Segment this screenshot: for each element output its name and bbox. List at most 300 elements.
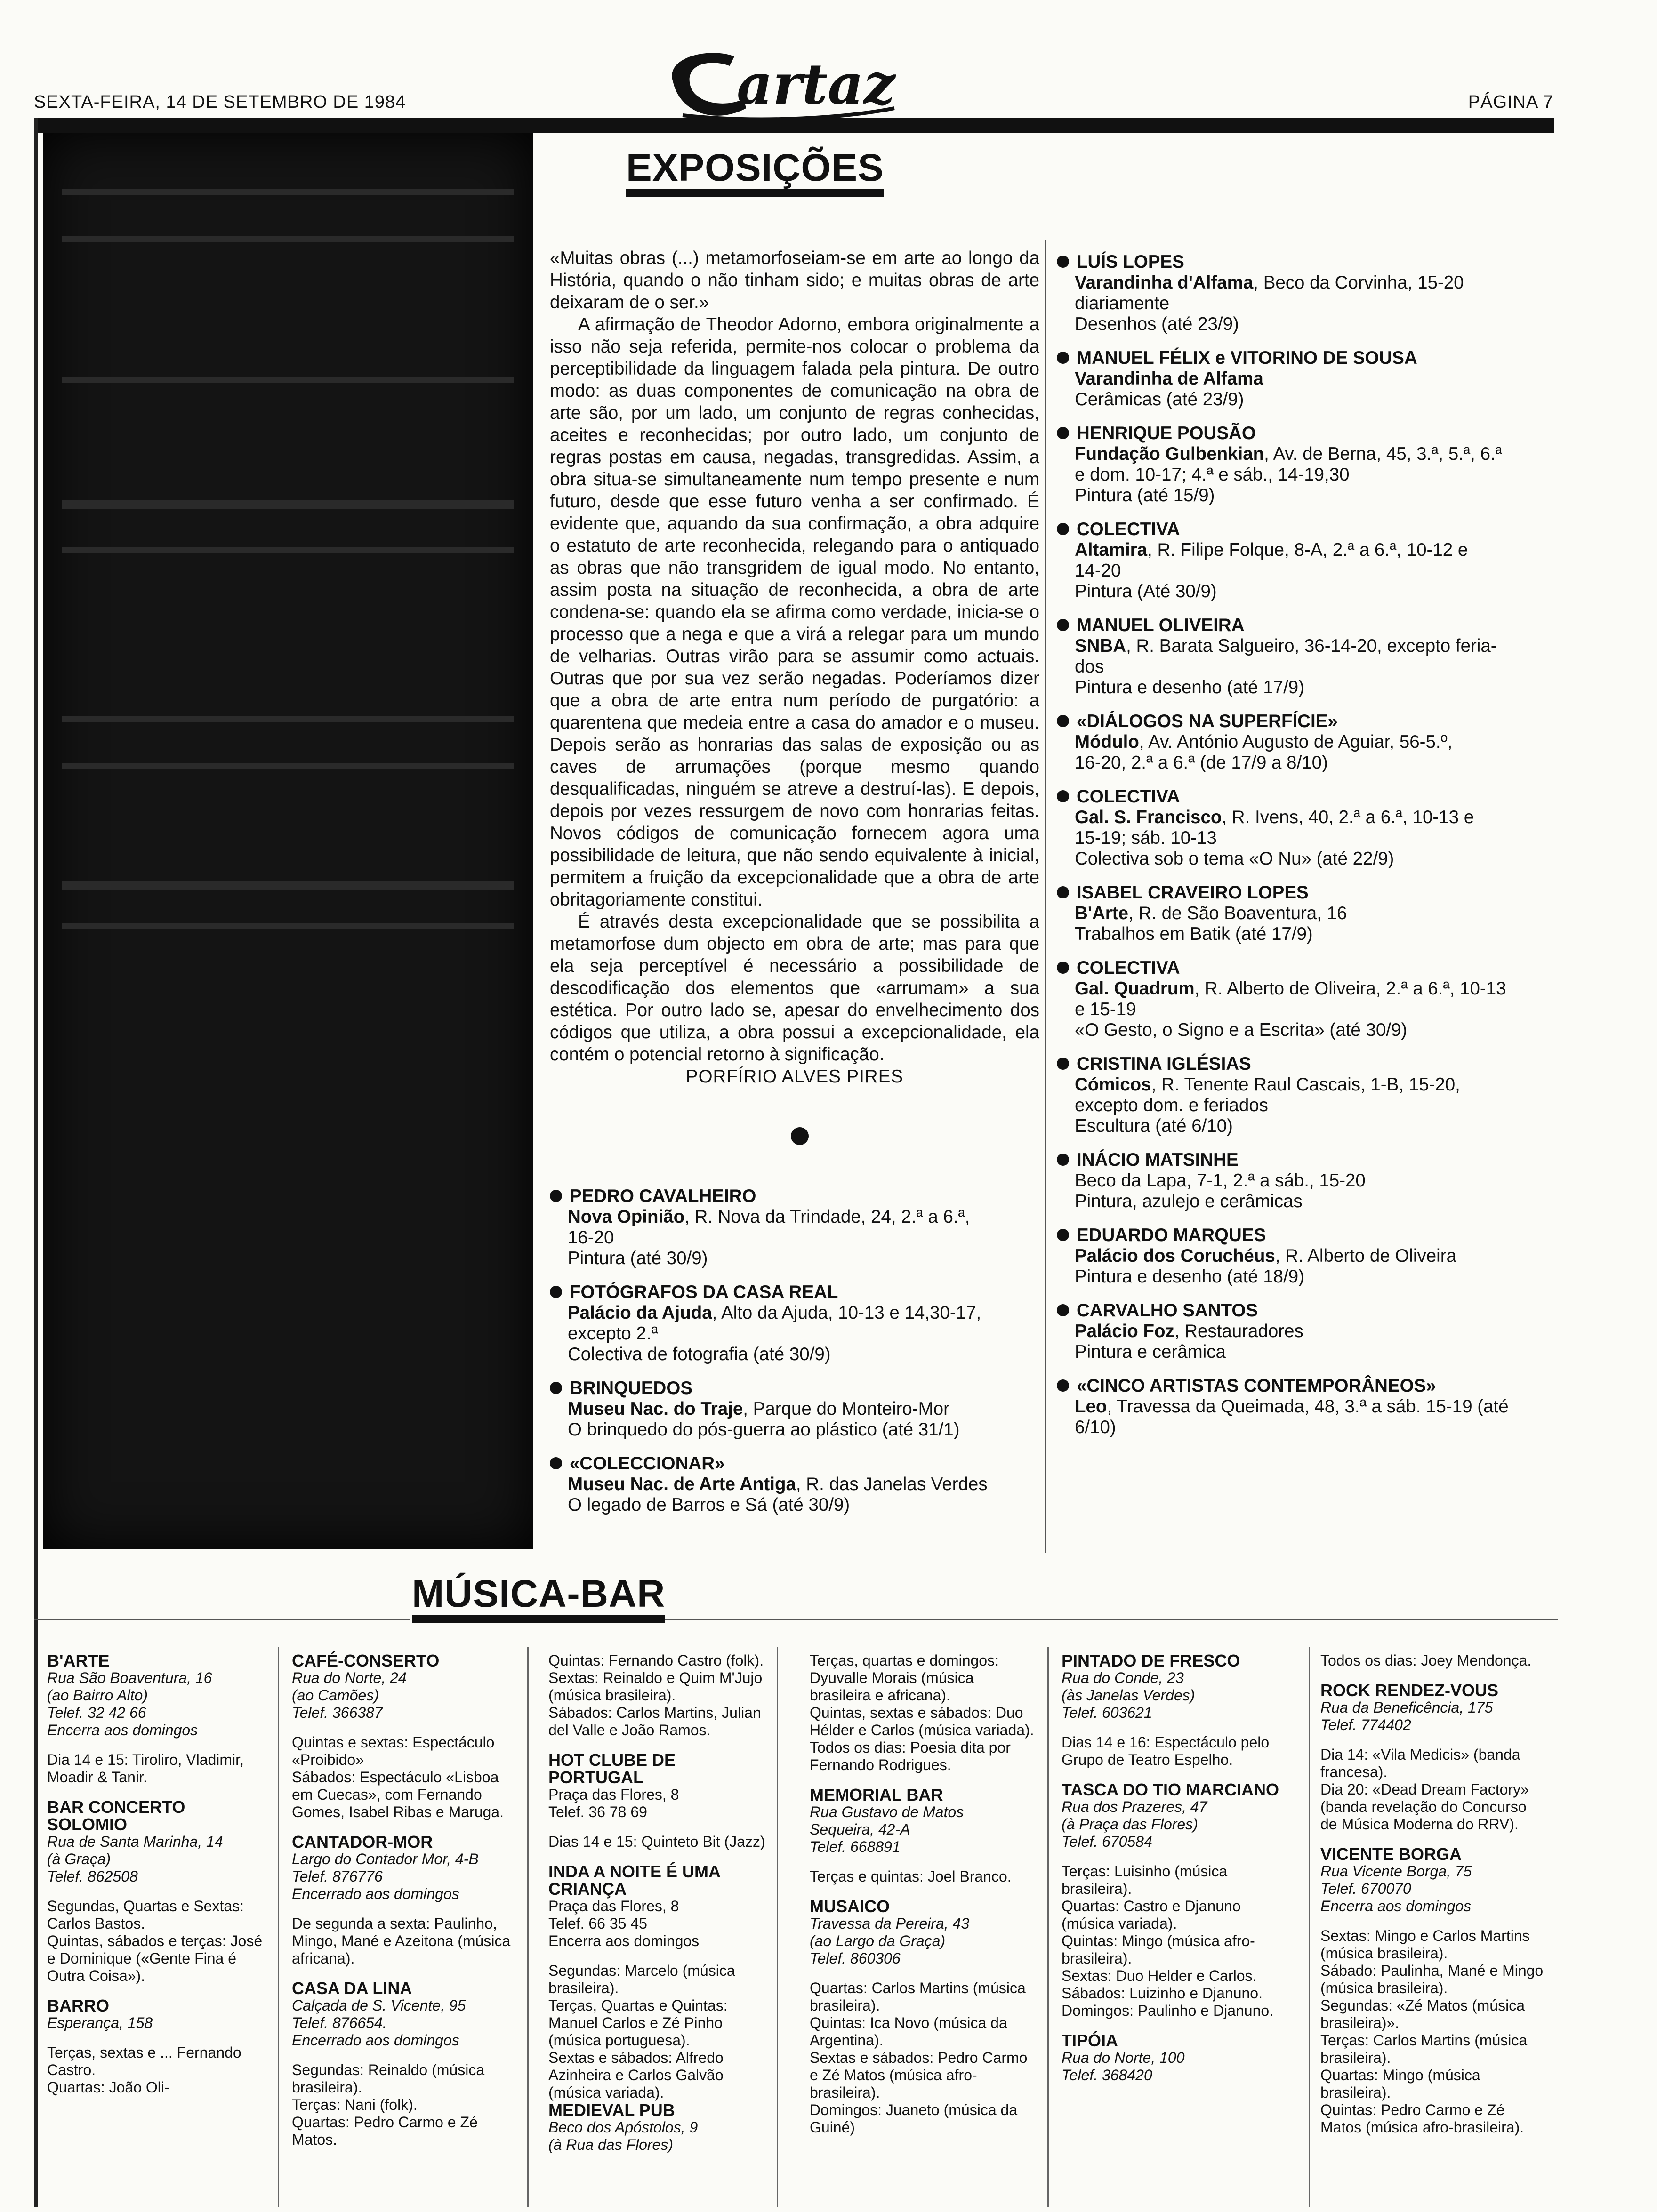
exhibition-artist-text: INÁCIO MATSINHE: [1077, 1150, 1239, 1170]
bar-schedule: De segunda a sexta: Paulinho, Mingo, Mané e Azeitona (música africana).: [292, 1915, 511, 1967]
column-divider: [527, 1647, 529, 2207]
bar-address: Encerrado aos domingos: [292, 1885, 459, 1902]
exhibition-venue: Palácio Foz: [1075, 1321, 1174, 1341]
bar-address: Encerrado aos domingos: [292, 2032, 459, 2049]
bar-schedule: Quartas: Castro e Djanuno (música variada).: [1062, 1898, 1241, 1932]
bar-schedule: Quintas, sábados e terças: José e Dominique («Gente Fina é Outra Coisa»).: [47, 1932, 263, 1984]
exhibition-detail-text: , R. Nova da Trindade, 24, 2.ª a 6.ª,: [684, 1207, 970, 1227]
bar-address: Rua do Norte, 24: [292, 1669, 407, 1686]
bar-name: BAR CONCERTO SOLOMIO: [47, 1797, 185, 1834]
bullet-icon: [1057, 1058, 1069, 1070]
exhibition-listing: [550, 1282, 1044, 1365]
exhibition-listing: [1057, 1150, 1556, 1212]
exhibition-detail-text: , Alto da Ajuda, 10-13 e 14,30-17,: [712, 1303, 981, 1323]
spacer: [47, 1985, 268, 1997]
exhibition-artist: [1057, 615, 1556, 636]
svg-text:artaz: artaz: [737, 51, 895, 117]
bar-schedule: Quintas: Pedro Carmo e Zé Matos (música afro-brasileira).: [1320, 2101, 1524, 2136]
exhibition-venue: Fundação Gulbenkian: [1075, 444, 1264, 464]
bar-address: Rua dos Prazeres, 47: [1062, 1798, 1207, 1815]
exhibition-detail-text: Desenhos (até 23/9): [1075, 314, 1239, 334]
exhibition-listing: [1057, 786, 1556, 869]
exhibition-detail: [1057, 1321, 1556, 1342]
exhibition-detail-text: , Beco da Corvinha, 15-20: [1253, 272, 1464, 293]
spacer: [292, 1722, 518, 1734]
exhibition-venue: Leo: [1075, 1396, 1107, 1417]
exhibition-detail: [1057, 293, 1556, 314]
bar-schedule: Sábados: Espectáculo «Lisboa em Cuecas», com Fernando Gomes, Isabel Ribas e Maruga.: [292, 1769, 504, 1820]
exhibition-detail: [1057, 561, 1556, 581]
exhibition-detail: [1057, 1246, 1556, 1266]
exhibition-venue: B'Arte: [1075, 903, 1128, 923]
bar-address: Telef. 670070: [1320, 1880, 1411, 1897]
exhibition-detail: [1057, 1396, 1556, 1417]
bar-name: MEDIEVAL PUB: [548, 2100, 675, 2120]
exhibition-detail-text: O legado de Barros e Sá (até 30/9): [568, 1495, 850, 1515]
exhibition-artist-text: «COLECCIONAR»: [570, 1453, 725, 1474]
bullet-icon: [1057, 790, 1069, 802]
exhibition-venue: Museu Nac. de Arte Antiga: [568, 1474, 796, 1494]
exhibition-listing: [1057, 615, 1556, 698]
exhibition-detail-text: excepto dom. e feriados: [1075, 1095, 1268, 1115]
exhibition-detail-text: e 15-19: [1075, 999, 1136, 1019]
exhibition-artist-text: ISABEL CRAVEIRO LOPES: [1077, 882, 1309, 903]
bar-schedule: Segundas: «Zé Matos (música brasileira)».: [1320, 1997, 1525, 2031]
bar-name: CANTADOR-MOR: [292, 1832, 433, 1851]
exhibition-detail-text: Pintura (Até 30/9): [1075, 581, 1217, 601]
bar-schedule: Sábados: Carlos Martins, Julian del Valle e João Ramos.: [548, 1704, 761, 1739]
exhibition-listing: [1057, 1376, 1556, 1438]
spacer: [1320, 1833, 1546, 1845]
exhibition-detail: [1057, 753, 1556, 773]
bar-schedule: Todos os dias: Joey Mendonça.: [1320, 1652, 1532, 1669]
bar-schedule: Quintas: Ica Novo (música da Argentina).: [810, 2014, 1007, 2049]
spacer: [47, 1739, 268, 1751]
spacer: [1062, 1769, 1297, 1781]
issue-date: SEXTA-FEIRA, 14 DE SETEMBRO DE 1984: [34, 92, 406, 112]
exhibition-detail: [1057, 903, 1556, 924]
bar-name: CAFÉ-CONSERTO: [292, 1651, 440, 1670]
exhibition-detail-text: Cerâmicas (até 23/9): [1075, 389, 1244, 409]
spacer: [1320, 1915, 1546, 1927]
exhibition-detail-text: , R. Tenente Raul Cascais, 1-B, 15-20,: [1151, 1074, 1460, 1095]
exhibition-artist-text: COLECTIVA: [1077, 519, 1180, 539]
exhibition-artist: [1057, 958, 1556, 978]
bar-address: (ao Largo da Graça): [810, 1932, 946, 1949]
exhibition-detail: [550, 1495, 1044, 1515]
cartaz-logo: [654, 38, 909, 127]
exhibition-detail-text: Pintura (até 30/9): [568, 1248, 708, 1268]
bar-schedule: Quartas: Pedro Carmo e Zé Matos.: [292, 2114, 478, 2148]
exhibition-detail: [550, 1248, 1044, 1269]
bullet-icon: [1057, 715, 1069, 727]
bar-name: CASA DA LINA: [292, 1979, 412, 1998]
exposicoes-title: [626, 146, 884, 190]
exhibition-detail-text: 15-19; sáb. 10-13: [1075, 828, 1217, 848]
separator-dot: [791, 1127, 809, 1145]
exhibition-artist-text: BRINQUEDOS: [570, 1378, 692, 1398]
bar-name: MUSAICO: [810, 1897, 890, 1916]
exhibition-artist-text: HENRIQUE POUSÃO: [1077, 423, 1256, 443]
exhibition-detail: [550, 1419, 1044, 1440]
bar-address: Beco dos Apóstolos, 9: [548, 2119, 698, 2136]
exhibition-artist: [550, 1186, 1044, 1207]
bar-address: Telef. 876654.: [292, 2014, 387, 2031]
spacer: [810, 1856, 1036, 1868]
exhibition-detail-text: , Restauradores: [1174, 1321, 1303, 1341]
exhibition-detail-text: , Parque do Monteiro-Mor: [743, 1399, 949, 1419]
bullet-icon: [1057, 886, 1069, 898]
left-listings: [550, 1186, 1044, 1529]
bar-address: (ao Bairro Alto): [47, 1687, 148, 1704]
bar-schedule: Terças, quartas e domingos: Dyuvalle Morais (música brasileira e africana).: [810, 1652, 999, 1704]
exhibition-detail-text: , R. de São Boaventura, 16: [1128, 903, 1347, 923]
bullet-icon: [1057, 352, 1069, 364]
exhibition-artist: [1057, 1054, 1556, 1074]
exhibition-detail-text: Pintura e cerâmica: [1075, 1342, 1226, 1362]
exhibition-listing: [1057, 711, 1556, 773]
spacer: [548, 1950, 770, 1962]
bar-name: TASCA DO TIO MARCIANO: [1062, 1780, 1279, 1799]
exhibition-detail: [1057, 849, 1556, 869]
bar-address: Telef. 774402: [1320, 1716, 1411, 1733]
exhibition-detail: [550, 1303, 1044, 1323]
title-underline: [412, 1615, 665, 1623]
bar-address: Encerra aos domingos: [47, 1722, 198, 1739]
exhibition-detail-text: , R. Ivens, 40, 2.ª a 6.ª, 10-13 e: [1222, 807, 1474, 827]
exhibition-detail: [1057, 444, 1556, 465]
exhibition-detail: [1057, 1191, 1556, 1212]
spacer: [810, 1967, 1036, 1980]
exhibition-detail-text: Colectiva de fotografia (até 30/9): [568, 1344, 831, 1364]
bar-name: VICENTE BORGA: [1320, 1844, 1462, 1864]
column-divider: [278, 1647, 279, 2207]
bar-name: MEMORIAL BAR: [810, 1785, 943, 1804]
exhibition-detail: [1057, 807, 1556, 828]
bar-address: Telef. 366387: [292, 1704, 383, 1721]
exhibition-venue: Cómicos: [1075, 1074, 1151, 1095]
bar-schedule: Quintas, sextas e sábados: Duo Hélder e Carlos (música variada).: [810, 1704, 1034, 1739]
exhibition-detail-text: , R. Filipe Folque, 8-A, 2.ª a 6.ª, 10-12 e: [1147, 540, 1468, 560]
exhibition-listing: [1057, 348, 1556, 410]
musicabar-column: [810, 1652, 1036, 2136]
exhibition-listing: [550, 1453, 1044, 1515]
bullet-icon: [1057, 256, 1069, 268]
bar-schedule: Sextas: Mingo e Carlos Martins (música brasileira).: [1320, 1927, 1530, 1962]
exhibition-listing: [1057, 882, 1556, 945]
bar-schedule: Domingos: Juaneto (música da Guiné): [810, 2101, 1018, 2136]
exhibition-detail: [1057, 1170, 1556, 1191]
bar-schedule: Sábados: Luizinho e Djanuno.: [1062, 1985, 1263, 2002]
bar-address: Calçada de S. Vicente, 95: [292, 1997, 466, 2014]
spacer: [1062, 2020, 1297, 2032]
bar-schedule: Todos os dias: Poesia dita por Fernando Rodrigues.: [810, 1739, 1011, 1773]
exhibition-venue: SNBA: [1075, 636, 1126, 656]
bar-schedule: Telef. 66 35 45: [548, 1915, 647, 1932]
musicabar-column: [548, 1652, 770, 2154]
exhibition-detail: [1057, 732, 1556, 753]
masthead-rule: [34, 118, 1554, 133]
exhibition-detail-text: Trabalhos em Batik (até 17/9): [1075, 924, 1313, 944]
bar-schedule: Terças, Quartas e Quintas: Manuel Carlos e Zé Pinho (música portuguesa).: [548, 1997, 728, 2049]
exhibition-detail-text: , R. Alberto de Oliveira, 2.ª a 6.ª, 10-13: [1194, 978, 1506, 999]
exhibition-listing: [1057, 519, 1556, 602]
bar-schedule: Terças e quintas: Joel Branco.: [810, 1868, 1012, 1885]
bar-schedule: Sextas: Reinaldo e Quim M'Jujo (música brasileira).: [548, 1669, 763, 1704]
bar-address: Esperança, 158: [47, 2014, 153, 2031]
exhibition-detail-text: , Av. António Augusto de Aguiar, 56-5.º,: [1139, 732, 1453, 752]
exposicoes-title-text: EXPOSIÇÕES: [626, 146, 884, 189]
essay-paragraph: É através desta excepcionalidade que se possibilita a metamorfose dum objecto em obra de arte; mas para que ela seja perceptível é necessário a possibilidade de descodificação dos elementos que «arrumam» a sua estética. Por outro lado se, apesar do envelhecimento dos códigos que utiliza, a obra possui a excepcionalidade, ela contém o potencial retorno à significação.: [550, 912, 1039, 1065]
musicabar-title: [412, 1572, 665, 1616]
spacer: [292, 1821, 518, 1833]
bar-schedule: Quartas: Mingo (música brasileira).: [1320, 2067, 1480, 2101]
right-listings: [1057, 252, 1556, 1451]
bar-address: (ao Camões): [292, 1687, 379, 1704]
dark-photo-area: [43, 133, 533, 1549]
exhibition-artist-text: PEDRO CAVALHEIRO: [570, 1186, 756, 1206]
column-divider: [1309, 1647, 1310, 2207]
bar-schedule: Dia 14: «Vila Medicis» (banda francesa).: [1320, 1746, 1520, 1780]
title-underline: [626, 189, 884, 197]
column-divider: [777, 1647, 778, 2207]
bullet-icon: [550, 1457, 562, 1469]
musicabar-column: [292, 1652, 518, 2148]
exhibition-detail-text: Pintura, azulejo e cerâmicas: [1075, 1191, 1303, 1211]
bar-schedule: Sextas: Duo Helder e Carlos.: [1062, 1967, 1257, 1984]
exhibition-artist: [1057, 1150, 1556, 1170]
bar-address: (à Graça): [47, 1851, 111, 1867]
bar-schedule: Terças: Luisinho (música brasileira).: [1062, 1863, 1228, 1897]
musicabar-column: [1062, 1652, 1297, 2084]
exhibition-detail: [550, 1207, 1044, 1227]
essay: [550, 247, 1039, 1088]
bar-schedule: Domingos: Paulinho e Djanuno.: [1062, 2002, 1274, 2019]
bar-address: Telef. 876776: [292, 1868, 383, 1885]
bar-name: ROCK RENDEZ-VOUS: [1320, 1681, 1499, 1700]
bar-schedule: Segundas: Reinaldo (música brasileira).: [292, 2061, 485, 2096]
bar-schedule: Praça das Flores, 8: [548, 1898, 679, 1915]
exhibition-detail-text: Pintura e desenho (até 17/9): [1075, 677, 1304, 697]
exhibition-detail-text: O brinquedo do pós-guerra ao plástico (até 31/1): [568, 1419, 960, 1440]
bar-schedule: Sextas e sábados: Alfredo Azinheira e Carlos Galvão (música variada).: [548, 2049, 724, 2101]
spacer: [810, 1774, 1036, 1786]
bullet-icon: [1057, 619, 1069, 631]
exhibition-detail: [1057, 1095, 1556, 1116]
bullet-icon: [1057, 1154, 1069, 1166]
exhibition-artist: [1057, 1225, 1556, 1246]
bar-name: HOT CLUBE DE PORTUGAL: [548, 1750, 676, 1787]
bar-address: Telef. 32 42 66: [47, 1704, 146, 1721]
spacer: [548, 1739, 770, 1751]
spacer: [47, 1786, 268, 1798]
bar-address: (à Praça das Flores): [1062, 1816, 1198, 1833]
bar-address: Rua do Norte, 100: [1062, 2049, 1185, 2066]
bar-address: Telef. 668891: [810, 1838, 901, 1855]
bar-address: Sequeira, 42-A: [810, 1821, 910, 1838]
exhibition-detail-text: excepto 2.ª: [568, 1323, 658, 1344]
spacer: [548, 1851, 770, 1863]
exhibition-detail: [1057, 657, 1556, 677]
exhibition-detail-text: Escultura (até 6/10): [1075, 1116, 1233, 1136]
exhibition-detail: [1057, 485, 1556, 506]
bar-name: TIPÓIA: [1062, 2031, 1118, 2050]
exhibition-detail: [1057, 581, 1556, 602]
exhibition-artist-text: MANUEL FÉLIX e VITORINO DE SOUSA: [1077, 348, 1417, 368]
musicabar-column: [1320, 1652, 1546, 2136]
bar-schedule: Dias 14 e 15: Quinteto Bit (Jazz): [548, 1833, 765, 1850]
exhibition-listing: [1057, 1300, 1556, 1362]
exhibition-listing: [1057, 423, 1556, 506]
bar-schedule: Quintas e sextas: Espectáculo «Proibido»: [292, 1734, 495, 1768]
bar-address: Largo do Contador Mor, 4-B: [292, 1851, 479, 1867]
exhibition-artist-text: COLECTIVA: [1077, 786, 1180, 807]
exhibition-detail-text: 6/10): [1075, 1417, 1116, 1437]
exhibition-listing: [550, 1378, 1044, 1440]
spacer: [292, 1903, 518, 1915]
essay-author: PORFÍRIO ALVES PIRES: [685, 1066, 904, 1087]
exhibition-detail: [550, 1344, 1044, 1365]
exhibition-detail-text: , Av. de Berna, 45, 3.ª, 5.ª, 6.ª: [1264, 444, 1502, 464]
bar-name: B'ARTE: [47, 1651, 110, 1670]
spacer: [292, 2049, 518, 2061]
exhibition-artist: [550, 1378, 1044, 1399]
exhibition-artist: [550, 1282, 1044, 1303]
exhibition-listing: [1057, 252, 1556, 335]
bullet-icon: [550, 1190, 562, 1202]
bar-schedule: Terças: Carlos Martins (música brasileira).: [1320, 2032, 1528, 2066]
exhibition-detail: [1057, 369, 1556, 389]
bar-schedule: Sextas e sábados: Pedro Carmo e Zé Matos (música afro-brasileira).: [810, 2049, 1028, 2101]
column-divider: [1047, 1647, 1049, 2207]
bar-schedule: Encerra aos domingos: [548, 1932, 700, 1949]
bullet-icon: [1057, 1304, 1069, 1316]
bar-name: PINTADO DE FRESCO: [1062, 1651, 1240, 1670]
exhibition-venue: Varandinha de Alfama: [1075, 369, 1263, 389]
musicabar-title-text: MÚSICA-BAR: [412, 1572, 666, 1615]
bar-address: (às Janelas Verdes): [1062, 1687, 1195, 1704]
exhibition-detail-text: e dom. 10-17; 4.ª e sáb., 14-19,30: [1075, 465, 1350, 485]
bar-address: Telef. 603621: [1062, 1704, 1152, 1721]
spacer: [1062, 1722, 1297, 1734]
exhibition-detail: [1057, 924, 1556, 945]
exhibition-venue: Museu Nac. do Traje: [568, 1399, 743, 1419]
bullet-icon: [1057, 962, 1069, 974]
musicabar-rule-right: [654, 1619, 1558, 1620]
column-divider: [1045, 240, 1046, 1553]
exhibition-artist-text: FOTÓGRAFOS DA CASA REAL: [570, 1282, 838, 1302]
spacer: [1320, 1734, 1546, 1746]
exhibition-detail-text: diariamente: [1075, 293, 1170, 313]
bullet-icon: [1057, 523, 1069, 535]
musicabar-column: [47, 1652, 268, 2096]
exhibition-artist: [1057, 786, 1556, 807]
bar-schedule: Dias 14 e 16: Espectáculo pelo Grupo de Teatro Espelho.: [1062, 1734, 1270, 1768]
exhibition-detail: [1057, 1342, 1556, 1362]
bar-address: Rua Gustavo de Matos: [810, 1803, 964, 1820]
exhibition-detail: [1057, 272, 1556, 293]
bar-schedule: Dia 20: «Dead Dream Factory» (banda revelação do Concurso de Música Moderna do RRV).: [1320, 1781, 1529, 1833]
exhibition-detail-text: «O Gesto, o Signo e a Escrita» (até 30/9): [1075, 1020, 1408, 1040]
bullet-icon: [1057, 427, 1069, 439]
bar-address: Rua de Santa Marinha, 14: [47, 1833, 223, 1850]
bar-address: Telef. 862508: [47, 1868, 138, 1885]
bar-schedule: Dia 14 e 15: Tiroliro, Vladimir, Moadir & Tanir.: [47, 1751, 244, 1786]
exhibition-detail: [1057, 999, 1556, 1020]
exhibition-artist-text: «CINCO ARTISTAS CONTEMPORÂNEOS»: [1077, 1376, 1436, 1396]
exhibition-detail: [1057, 389, 1556, 410]
exhibition-artist-text: CARVALHO SANTOS: [1077, 1300, 1258, 1321]
bar-address: Encerra aos domingos: [1320, 1898, 1472, 1915]
exhibition-detail-text: 16-20, 2.ª a 6.ª (de 17/9 a 8/10): [1075, 753, 1328, 773]
exhibition-detail: [550, 1323, 1044, 1344]
exhibition-artist-text: «DIÁLOGOS NA SUPERFÍCIE»: [1077, 711, 1338, 731]
exhibition-artist: [1057, 252, 1556, 272]
exhibition-venue: Varandinha d'Alfama: [1075, 272, 1254, 293]
exhibition-detail: [1057, 1266, 1556, 1287]
exhibition-artist: [1057, 519, 1556, 540]
exhibition-venue: Gal. S. Francisco: [1075, 807, 1222, 827]
exhibition-detail: [1057, 978, 1556, 999]
exhibition-detail-text: Beco da Lapa, 7-1, 2.ª a sáb., 15-20: [1075, 1170, 1366, 1191]
exhibition-detail-text: , R. das Janelas Verdes: [796, 1474, 988, 1494]
bar-schedule: Segundas, Quartas e Sextas: Carlos Bastos.: [47, 1898, 244, 1932]
exhibition-detail: [1057, 465, 1556, 485]
bar-schedule: Sábado: Paulinha, Mané e Mingo (música brasileira).: [1320, 1962, 1544, 1996]
spacer: [810, 1885, 1036, 1898]
bar-schedule: Quartas: Carlos Martins (música brasileira).: [810, 1980, 1026, 2014]
bar-schedule: Quintas: Fernando Castro (folk).: [548, 1652, 764, 1669]
bar-name: BARRO: [47, 1996, 109, 2015]
exhibition-artist: [550, 1453, 1044, 1474]
exhibition-detail: [1057, 314, 1556, 335]
exhibition-artist-text: EDUARDO MARQUES: [1077, 1225, 1266, 1245]
exhibition-artist-text: MANUEL OLIVEIRA: [1077, 615, 1245, 635]
bar-address: Rua São Boaventura, 16: [47, 1669, 212, 1686]
exhibition-artist: [1057, 1376, 1556, 1396]
exhibition-detail-text: 16-20: [568, 1227, 614, 1248]
exhibition-venue: Palácio da Ajuda: [568, 1303, 712, 1323]
exhibition-artist: [1057, 348, 1556, 369]
exhibition-listing: [550, 1186, 1044, 1269]
page-number: PÁGINA 7: [1468, 92, 1553, 112]
spacer: [47, 1885, 268, 1898]
bullet-icon: [1057, 1229, 1069, 1241]
left-margin-rule: [34, 118, 38, 2207]
exhibition-venue: Altamira: [1075, 540, 1148, 560]
exhibition-detail-text: Colectiva sob o tema «O Nu» (até 22/9): [1075, 849, 1394, 869]
exhibition-listing: [1057, 958, 1556, 1041]
exhibition-artist-text: CRISTINA IGLÉSIAS: [1077, 1054, 1251, 1074]
exhibition-listing: [1057, 1225, 1556, 1287]
bar-address: Rua do Conde, 23: [1062, 1669, 1184, 1686]
spacer: [47, 2032, 268, 2044]
exhibition-detail-text: , R. Alberto de Oliveira: [1275, 1246, 1456, 1266]
bar-address: Rua Vicente Borga, 75: [1320, 1863, 1472, 1880]
spacer: [1320, 1669, 1546, 1682]
bullet-icon: [1057, 1379, 1069, 1392]
exhibition-artist: [1057, 423, 1556, 444]
bar-schedule: Segundas: Marcelo (música brasileira).: [548, 1962, 735, 1996]
exhibition-venue: Nova Opinião: [568, 1207, 685, 1227]
exhibition-artist-text: COLECTIVA: [1077, 958, 1180, 978]
bar-name: INDA A NOITE É UMA CRIANÇA: [548, 1862, 720, 1899]
exhibition-detail: [1057, 1074, 1556, 1095]
bar-address: Rua da Beneficência, 175: [1320, 1699, 1493, 1716]
bar-address: Telef. 368420: [1062, 2067, 1152, 2084]
bar-schedule: Terças: Nani (folk).: [292, 2096, 418, 2113]
exhibition-artist: [1057, 711, 1556, 732]
